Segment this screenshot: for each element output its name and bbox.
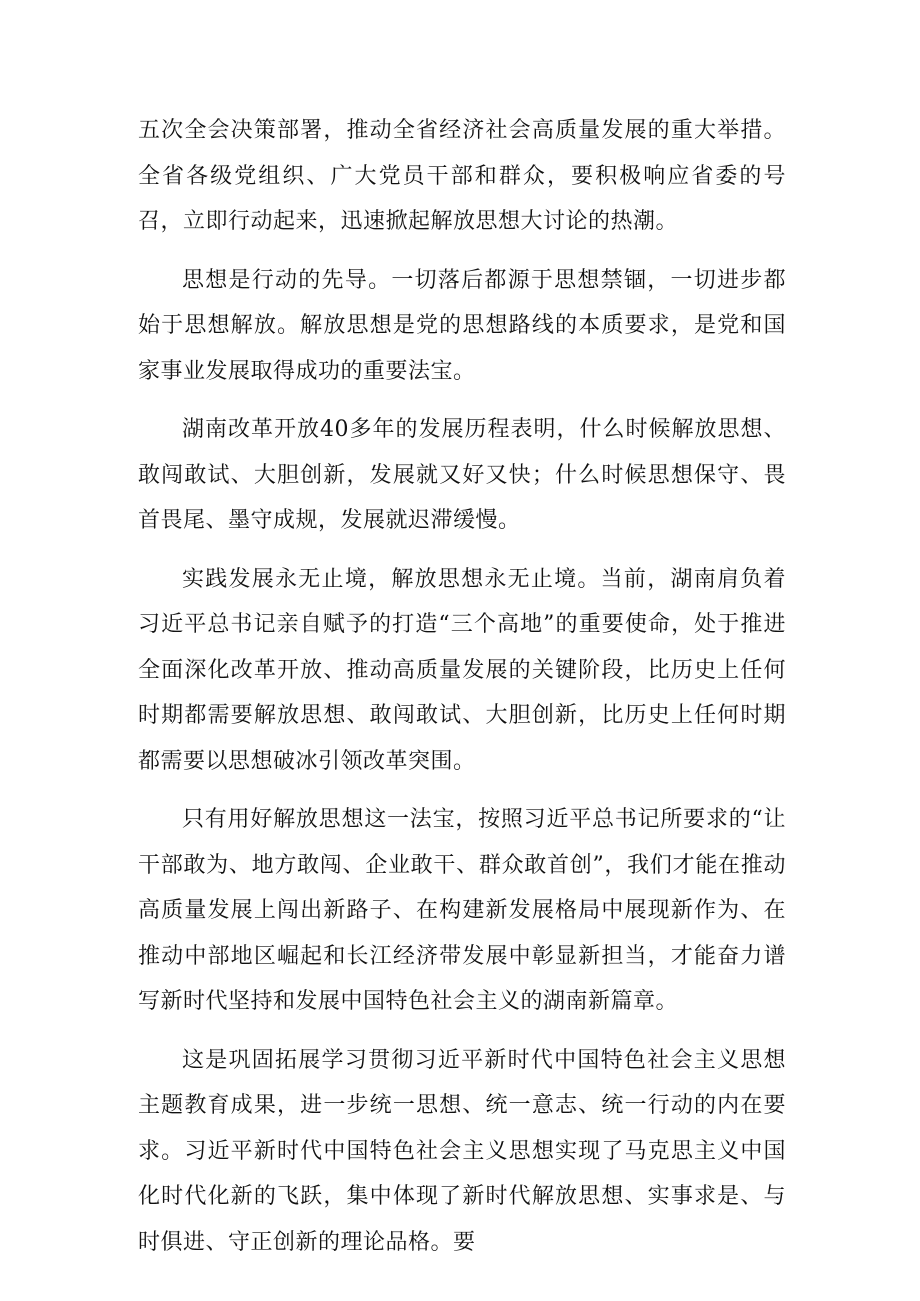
paragraph-1: 五次全会决策部署，推动全省经济社会高质量发展的重大举措。全省各级党组织、广大党员干部和群众，要积极响应省委的号召，立即行动起来，迅速掀起解放思想大讨论的热潮。 — [138, 118, 786, 234]
paragraph-3: 湖南改革开放40多年的发展历程表明，什么时候解放思想、敢闯敢试、大胆创新，发展就又好又快；什么时候思想保守、畏首畏尾、墨守成规，发展就迟滞缓慢。 — [138, 417, 786, 533]
paragraph-4: 实践发展永无止境，解放思想永无止境。当前，湖南肩负着习近平总书记亲自赋予的打造“三个高地”的重要使命，处于推进全面深化改革开放、推动高质量发展的关键阶段，比历史上任何时期都需要解放思想、敢闯敢试、大胆创新，比历史上任何时期都需要以思想破冰引领改革突围。 — [138, 566, 786, 774]
paragraph-6: 这是巩固拓展学习贯彻习近平新时代中国特色社会主义思想主题教育成果，进一步统一思想、统一意志、统一行动的内在要求。习近平新时代中国特色社会主义思想实现了马克思主义中国化时代化新的飞跃，集中体现了新时代解放思想、实事求是、与时俱进、守正创新的理论品格。要 — [138, 1047, 786, 1255]
paragraph-5: 只有用好解放思想这一法宝，按照习近平总书记所要求的“让干部敢为、地方敢闯、企业敢干、群众敢首创”，我们才能在推动高质量发展上闯出新路子、在构建新发展格局中展现新作为、在推动中部地区崛起和长江经济带发展中彰显新担当，才能奋力谱写新时代坚持和发展中国特色社会主义的湖南新篇章。 — [138, 807, 786, 1014]
paragraph-2: 思想是行动的先导。一切落后都源于思想禁锢，一切进步都始于思想解放。解放思想是党的思想路线的本质要求，是党和国家事业发展取得成功的重要法宝。 — [138, 267, 786, 384]
document-body — [138, 108, 786, 1278]
